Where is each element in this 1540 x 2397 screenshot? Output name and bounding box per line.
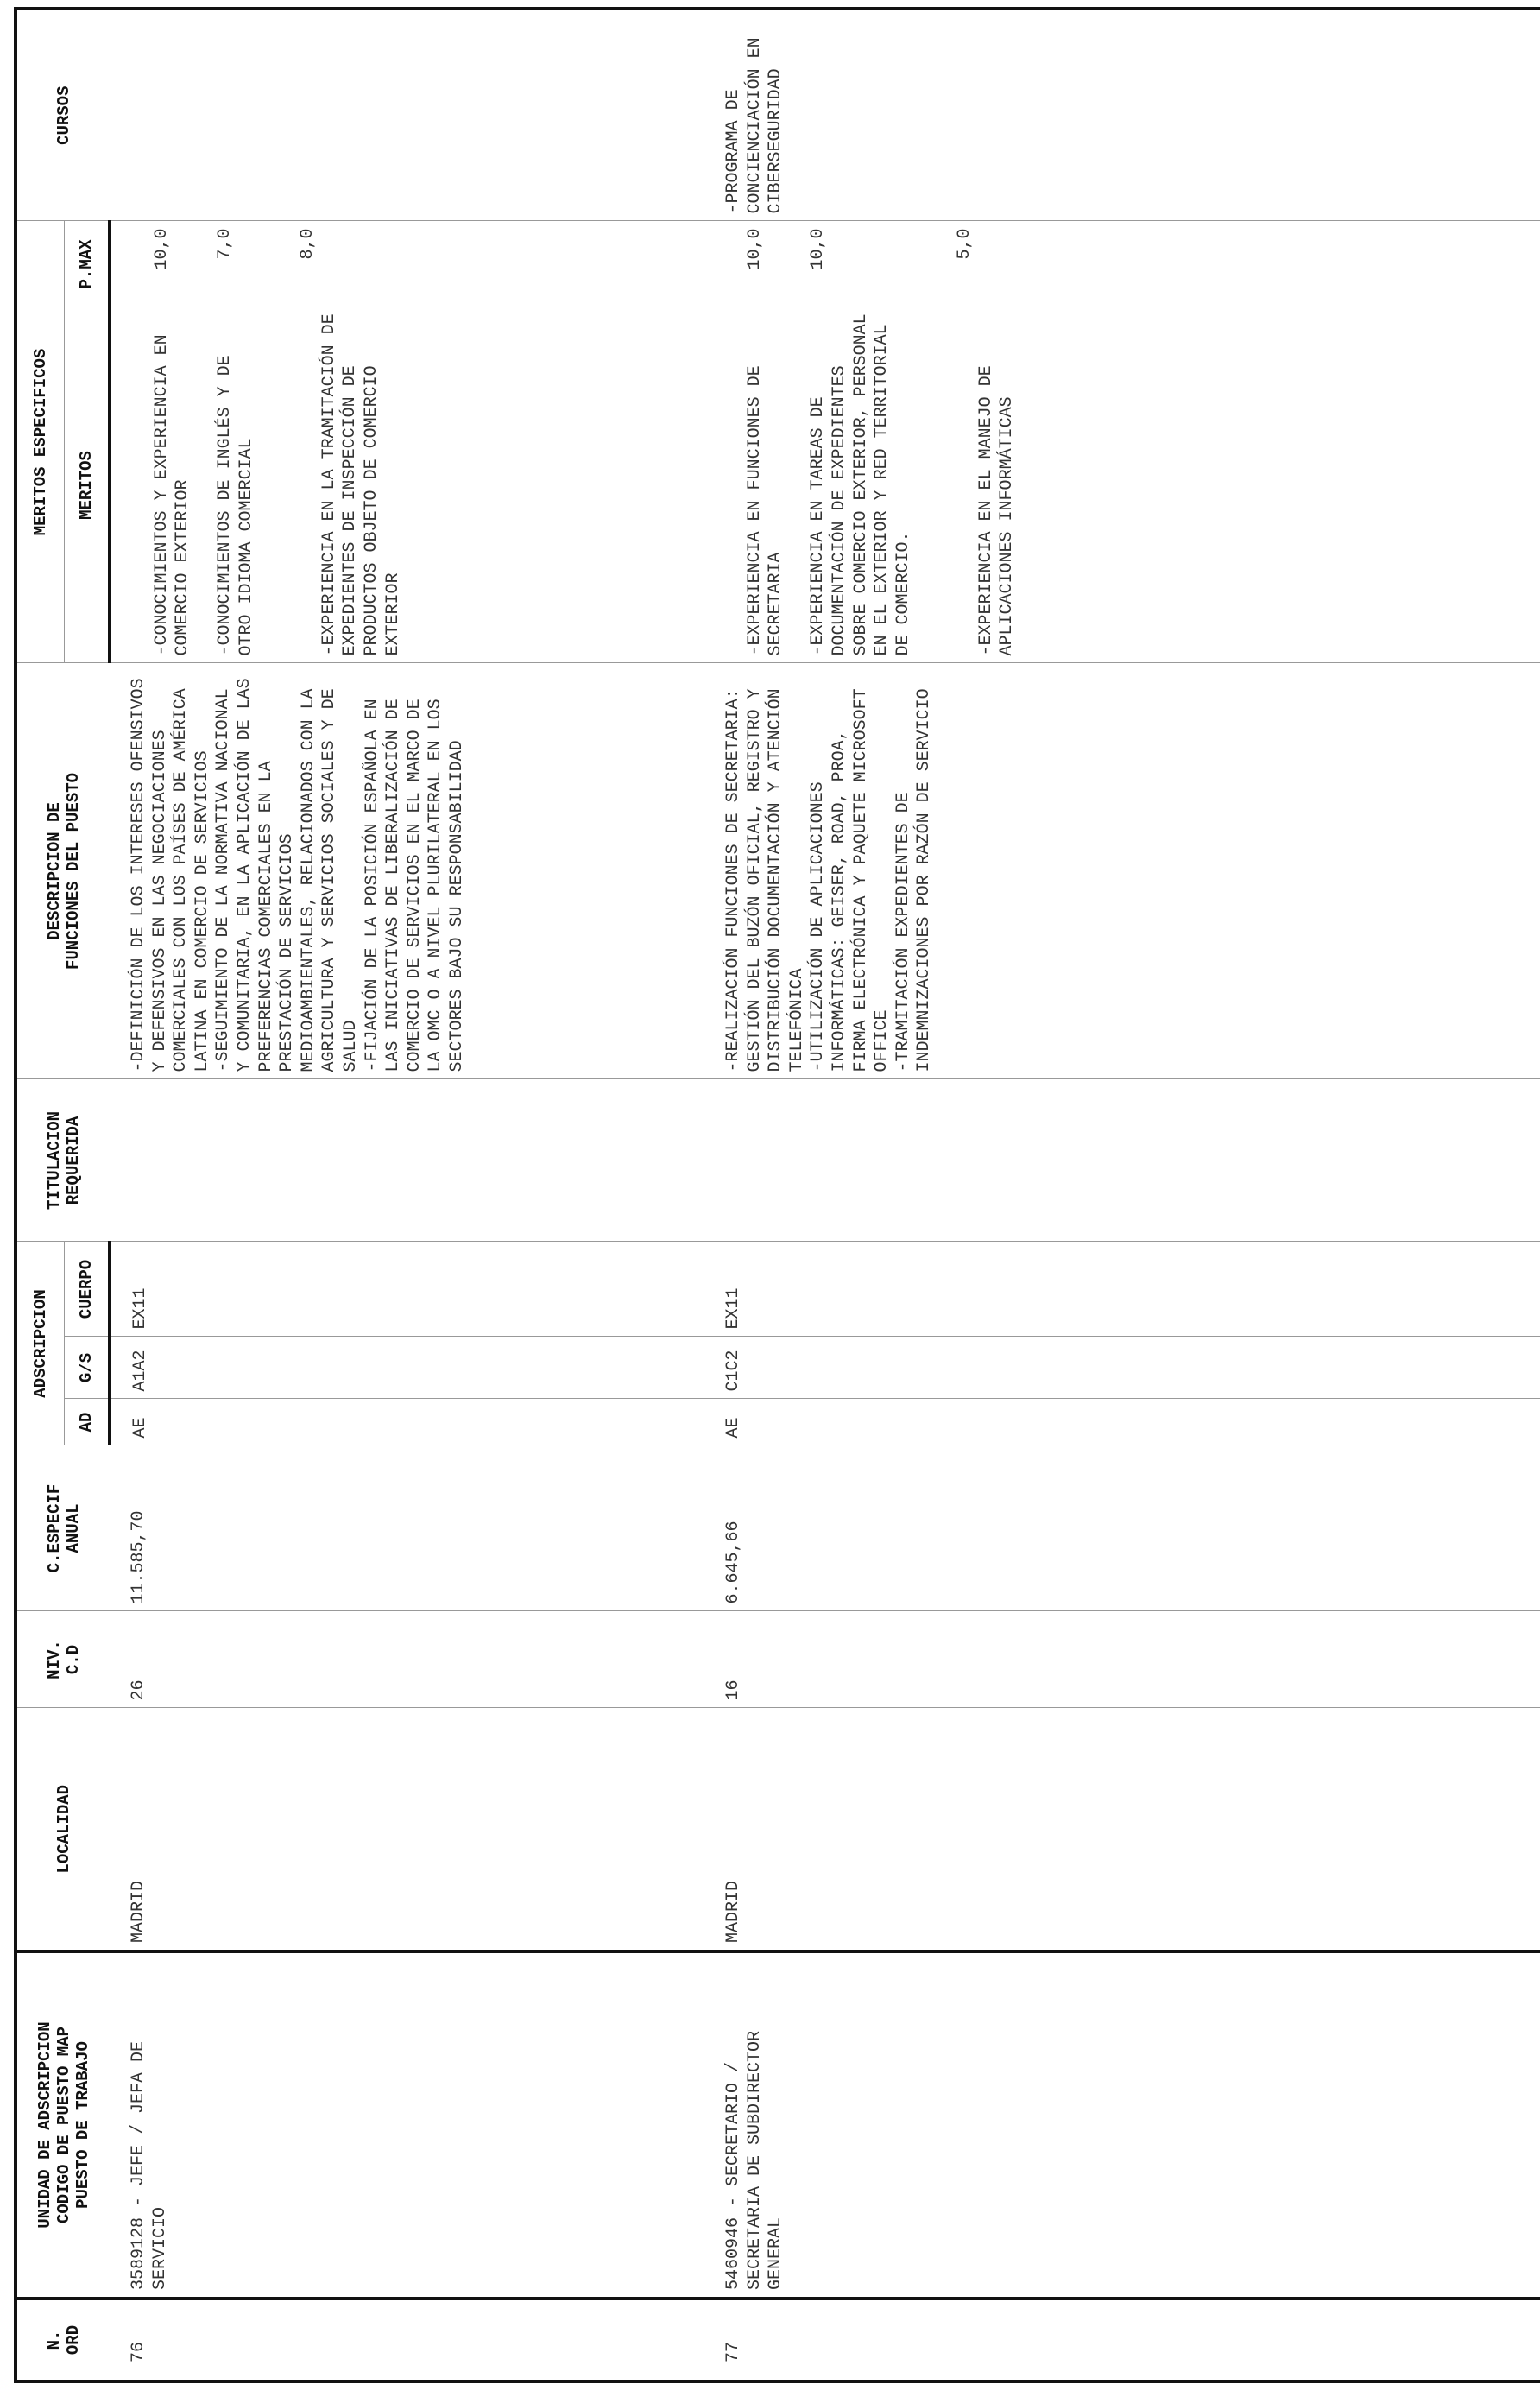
row-p-max [110, 221, 704, 307]
header-gs: G/S [65, 1337, 110, 1399]
merito-p-max: 10,0 [744, 228, 765, 270]
row-gs: A1A2 [110, 1337, 704, 1399]
merito-item: -EXPERIENCIA EN TAREAS DE DOCUMENTACIÓN DE EXPEDIENTES SOBRE COMERCIO EXTERIOR, PERSONAL EN EL EXTERIOR Y RED TERRITORIAL DE COMERCIO. [808, 313, 913, 656]
row-localidad: MADRID [704, 1708, 1540, 1951]
row-cuerpo: EX11 [110, 1242, 704, 1337]
row-descripcion: -DEFINICIÓN DE LOS INTERESES OFENSIVOS Y DEFENSIVOS EN LAS NEGOCIACIONES COMERCIALES CON LOS PAÍSES DE AMÉRICA LATINA EN COMERCIO DE SERVICIOS -SEGUIMIENTO DE LA NORMATIVA NACIONAL Y COMUNITARIA, EN LA APLICACIÓN DE LAS PREFERENCIAS COMERCIALES EN LA PRESTACIÓN DE SERVICIOS MEDIOAMBIENTALES, RELACIONADOS CON LA AGRICULTURA Y SERVICIOS SOCIALES Y DE SALUD -FIJACIÓN DE LA POSICIÓN ESPAÑOLA EN LAS INICIATIVAS DE LIBERALIZACIÓN DE COMERCIO DE SERVICIOS EN EL MARCO DE LA OMC O A NIVEL PLURILATERAL EN LOS SECTORES BAJO SU RESPONSABILIDAD [110, 663, 704, 1079]
header-meritos-especificos: MERITOS ESPECIFICOS [16, 221, 65, 663]
row-p-max [704, 221, 1540, 307]
row-meritos [110, 307, 704, 663]
merito-item: -EXPERIENCIA EN LA TRAMITACIÓN DE EXPEDIENTES DE INSPECCIÓN DE PRODUCTOS OBJETO DE COMERCIO EXTERIOR [319, 313, 403, 656]
header-cuerpo: CUERPO [65, 1242, 110, 1337]
merito-item: -CONOCIMIENTOS Y EXPERIENCIA EN COMERCIO EXTERIOR [151, 334, 193, 656]
header-nivel: NIV. C.D [16, 1611, 110, 1708]
header-localidad: LOCALIDAD [16, 1708, 110, 1951]
merito-p-max: 10,0 [151, 228, 172, 270]
row-titulacion [704, 1079, 1540, 1242]
row-titulacion [110, 1079, 704, 1242]
table-row [704, 9, 1540, 2381]
row-n-ord: 76 [110, 2299, 704, 2381]
merito-p-max: 8,0 [297, 228, 318, 260]
row-c-especif: 6.645,66 [704, 1445, 1540, 1611]
header-meritos: MERITOS [65, 307, 110, 663]
header-adscripcion: ADSCRIPCION [16, 1242, 65, 1445]
row-cursos: -PROGRAMA DE CONCIENCIACIÓN EN CIBERSEGURIDAD [704, 9, 1540, 221]
header-p-max: P.MAX [65, 221, 110, 307]
merito-item: -CONOCIMIENTOS DE INGLÉS Y DE OTRO IDIOMA COMERCIAL [215, 355, 256, 656]
header-codigo: UNIDAD DE ADSCRIPCION CODIGO DE PUESTO MAP PUESTO DE TRABAJO [16, 1951, 110, 2299]
header-ad: AD [65, 1399, 110, 1445]
table-row [110, 9, 704, 2381]
merito-p-max: 10,0 [808, 228, 829, 270]
merito-item: -EXPERIENCIA EN EL MANEJO DE APLICACIONES INFORMÁTICAS [975, 365, 1018, 656]
row-nivel: 16 [704, 1611, 1540, 1708]
merito-p-max: 5,0 [954, 228, 975, 260]
row-c-especif: 11.585,70 [110, 1445, 704, 1611]
header-titulacion: TITULACION REQUERIDA [16, 1079, 110, 1242]
row-ad: AE [704, 1399, 1540, 1445]
row-cuerpo: EX11 [704, 1242, 1540, 1337]
row-meritos [704, 307, 1540, 663]
row-cursos [110, 9, 704, 221]
row-n-ord: 77 [704, 2299, 1540, 2381]
header-n-ord: N. ORD [16, 2299, 110, 2381]
header-c-especif: C.ESPECIF ANUAL [16, 1445, 110, 1611]
header-descripcion: DESCRIPCION DE FUNCIONES DEL PUESTO [16, 663, 110, 1079]
merito-p-max: 7,0 [215, 228, 236, 260]
row-codigo: 5460946 - SECRETARIO / SECRETARIA DE SUBDIRECTOR GENERAL [704, 1951, 1540, 2299]
row-gs: C1C2 [704, 1337, 1540, 1399]
row-ad: AE [110, 1399, 704, 1445]
row-codigo: 3589128 - JEFE / JEFA DE SERVICIO [110, 1951, 704, 2299]
header-cursos: CURSOS [16, 9, 110, 221]
row-localidad: MADRID [110, 1708, 704, 1951]
job-positions-table [14, 7, 1540, 2383]
row-descripcion: -REALIZACIÓN FUNCIONES DE SECRETARIA: GESTIÓN DEL BUZÓN OFICIAL, REGISTRO Y DISTRIBUCIÓN DOCUMENTACIÓN Y ATENCIÓN TELEFÓNICA -UTILIZACIÓN DE APLICACIONES INFORMÁTICAS: GEISER, ROAD, PROA, FIRMA ELECTRÓNICA Y PAQUETE MICROSOFT OFFICE -TRAMITACIÓN EXPEDIENTES DE INDEMNIZACIONES POR RAZÓN DE SERVICIO [704, 663, 1540, 1079]
row-nivel: 26 [110, 1611, 704, 1708]
merito-item: -EXPERIENCIA EN FUNCIONES DE SECRETARIA [744, 365, 786, 656]
